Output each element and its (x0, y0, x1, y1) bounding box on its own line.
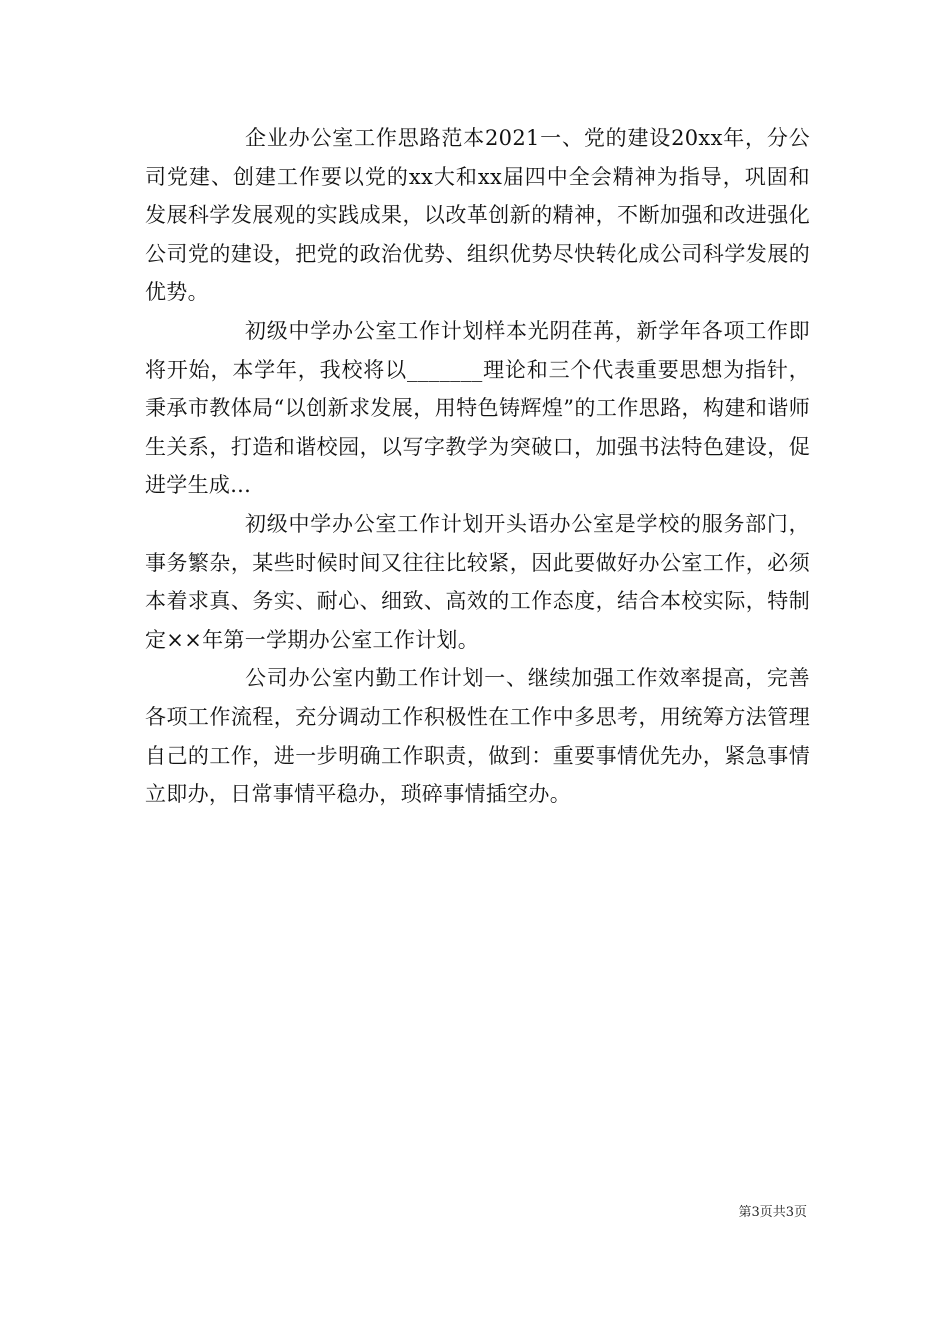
paragraph-middle-school-plan-opening: 初级中学办公室工作计划开头语办公室是学校的服务部门，事务繁杂，某些时候时间又往往比较紧，因此要做好办公室工作，必须本着求真、务实、耐心、细致、高效的工作态度，结合本校实际，特制定××年第一学期办公室工作计划。 (145, 511, 810, 652)
paragraph-office-work-ideas: 企业办公室工作思路范本2021一、党的建设20xx年，分公司党建、创建工作要以党的xx大和xx届四中全会精神为指导，巩固和发展科学发展观的实践成果，以改革创新的精神，不断加强和改进强化公司党的建设，把党的政治优势、组织优势尽快转化成公司科学发展的优势。 (145, 126, 810, 305)
paragraph-middle-school-plan-sample: 初级中学办公室工作计划样本光阴荏苒，新学年各项工作即将开始，本学年，我校将以_______理论和三个代表重要思想为指针，秉承市教体局“以创新求发展，用特色铸辉煌”的工作思路，构建和谐师生关系，打造和谐校园，以写字教学为突破口，加强书法特色建设，促进学生成... (145, 318, 810, 498)
document-body (145, 119, 810, 814)
paragraph-company-office-plan: 公司办公室内勤工作计划一、继续加强工作效率提高，完善各项工作流程，充分调动工作积极性在工作中多思考，用统筹方法管理自己的工作，进一步明确工作职责，做到：重要事情优先办，紧急事情立即办，日常事情平稳办，琐碎事情插空办。 (145, 666, 810, 807)
page-number-footer: 第3页共3页 (738, 1205, 807, 1220)
